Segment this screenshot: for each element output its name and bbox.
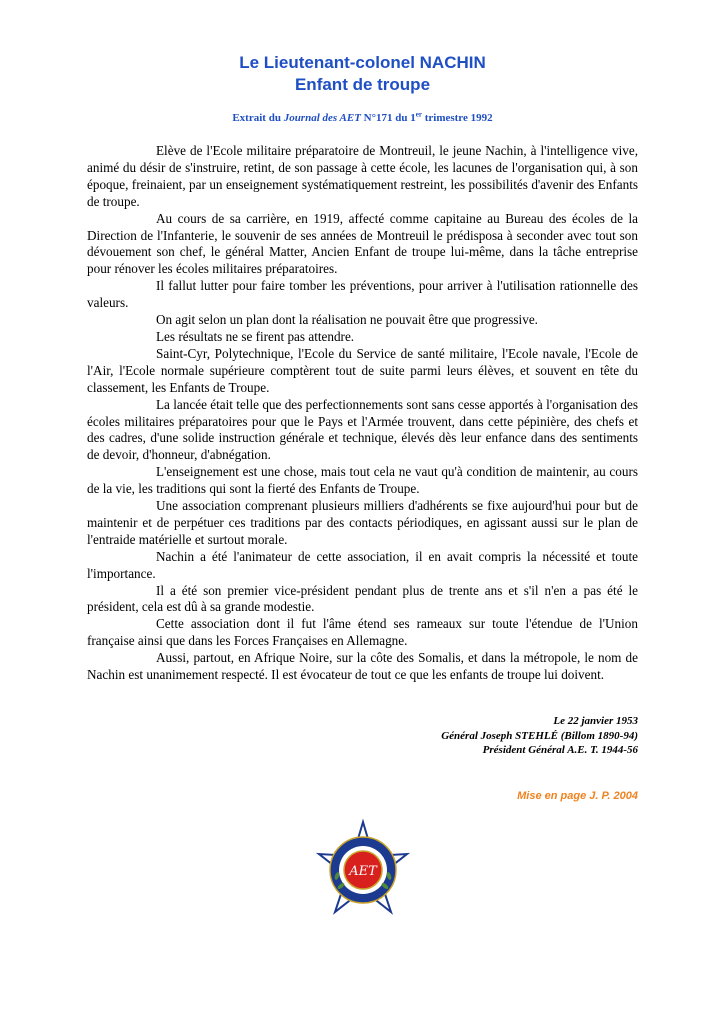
- paragraph: Nachin a été l'animateur de cette association, il en avait compris la nécessité et toute l'importance.: [87, 548, 638, 581]
- page-subtitle: Enfant de troupe: [294, 75, 431, 94]
- paragraph: Cette association dont il fut l'âme étend ses rameaux sur toute l'étendue de l'Union française ainsi que dans les Forces Françaises en Allemagne.: [87, 616, 638, 649]
- article-body: [87, 143, 638, 684]
- logo-monogram: AET: [349, 864, 377, 879]
- paragraph: Les résultats ne se firent pas attendre.: [156, 328, 355, 344]
- signature-role: Président Général A.E. T. 1944-56: [482, 744, 638, 756]
- paragraph: Une association comprenant plusieurs milliers d'adhérents se fixe aujourd'hui pour but de maintenir et de perpétuer ces traditions par des contacts périodiques, en agissant aussi sur le plan de l'entraide matérielle et surtout morale.: [87, 498, 638, 547]
- signature-date: Le 22 janvier 1953: [553, 715, 638, 727]
- layout-credit: Mise en page J. P. 2004: [517, 790, 638, 802]
- page-title: Le Lieutenant-colonel NACHIN: [239, 53, 486, 72]
- paragraph: Elève de l'Ecole militaire préparatoire de Montreuil, le jeune Nachin, à l'intelligence vive, animé du désir de s'instruire, retint, de son passage à cette école, les lacunes de l'organisation qui, à son époque, freinaient, par un enseignement systématiquement restreint, les possibilités d'avenir des Enfants de troupe.: [87, 143, 638, 209]
- paragraph: Il fallut lutter pour faire tomber les préventions, pour arriver à l'utilisation rationnelle des valeurs.: [87, 278, 638, 311]
- paragraph: On agit selon un plan dont la réalisation ne pouvait être que progressive.: [156, 312, 538, 328]
- paragraph: La lancée était telle que des perfectionnements sont sans cesse apportés à l'organisation des écoles militaires préparatoires pour que le Pays et l'Armée trouvent, dans cette pépinière, des chefs et des cadres, d'une solide instruction générale et technique, élevés dès leur enfance dans des sentiments de devoir, d'honneur, d'abnégation.: [87, 396, 638, 463]
- source-middle: N°171 du 1: [360, 112, 416, 124]
- paragraph: Aussi, partout, en Afrique Noire, sur la côte des Somalis, et dans la métropole, le nom de Nachin est unanimement respecté. Il est évocateur de tout ce que les enfants de troupe lui doivent.: [87, 650, 638, 683]
- source-suffix: trimestre 1992: [421, 112, 493, 124]
- source-prefix: Extrait du: [232, 112, 284, 124]
- journal-name: Journal des AET: [283, 112, 361, 124]
- paragraph: Il a été son premier vice-président pendant plus de trente ans et s'il n'en a pas été le président, cela est dû à sa grande modestie.: [87, 582, 638, 615]
- paragraph: Au cours de sa carrière, en 1919, affecté comme capitaine au Bureau des écoles de la Direction de l'Infanterie, le souvenir de ses années de Montreuil le prédisposa à seconder avec tout son dévouement son chef, le général Matter, Ancien Enfant de troupe lui-même, dans la tâche entreprise pour rénover les écoles militaires préparatoires.: [87, 210, 638, 277]
- source-line: [0, 112, 725, 124]
- paragraph: L'enseignement est une chose, mais tout cela ne vaut qu'à condition de maintenir, au cours de la vie, les traditions qui sont la fierté des Enfants de Troupe.: [87, 464, 638, 497]
- signature-block: [238, 714, 638, 758]
- paragraph: Saint-Cyr, Polytechnique, l'Ecole du Service de santé militaire, l'Ecole navale, l'Ecole de l'Air, l'Ecole normale supérieure comptèrent tout de suite parmi leurs élèves, et souvent en tête du classement, les Enfants de Troupe.: [87, 345, 638, 395]
- source-superscript: er: [415, 110, 422, 119]
- signature-name: Général Joseph STEHLÉ (Billom 1890-94): [441, 729, 638, 742]
- aet-emblem-logo: [311, 818, 415, 922]
